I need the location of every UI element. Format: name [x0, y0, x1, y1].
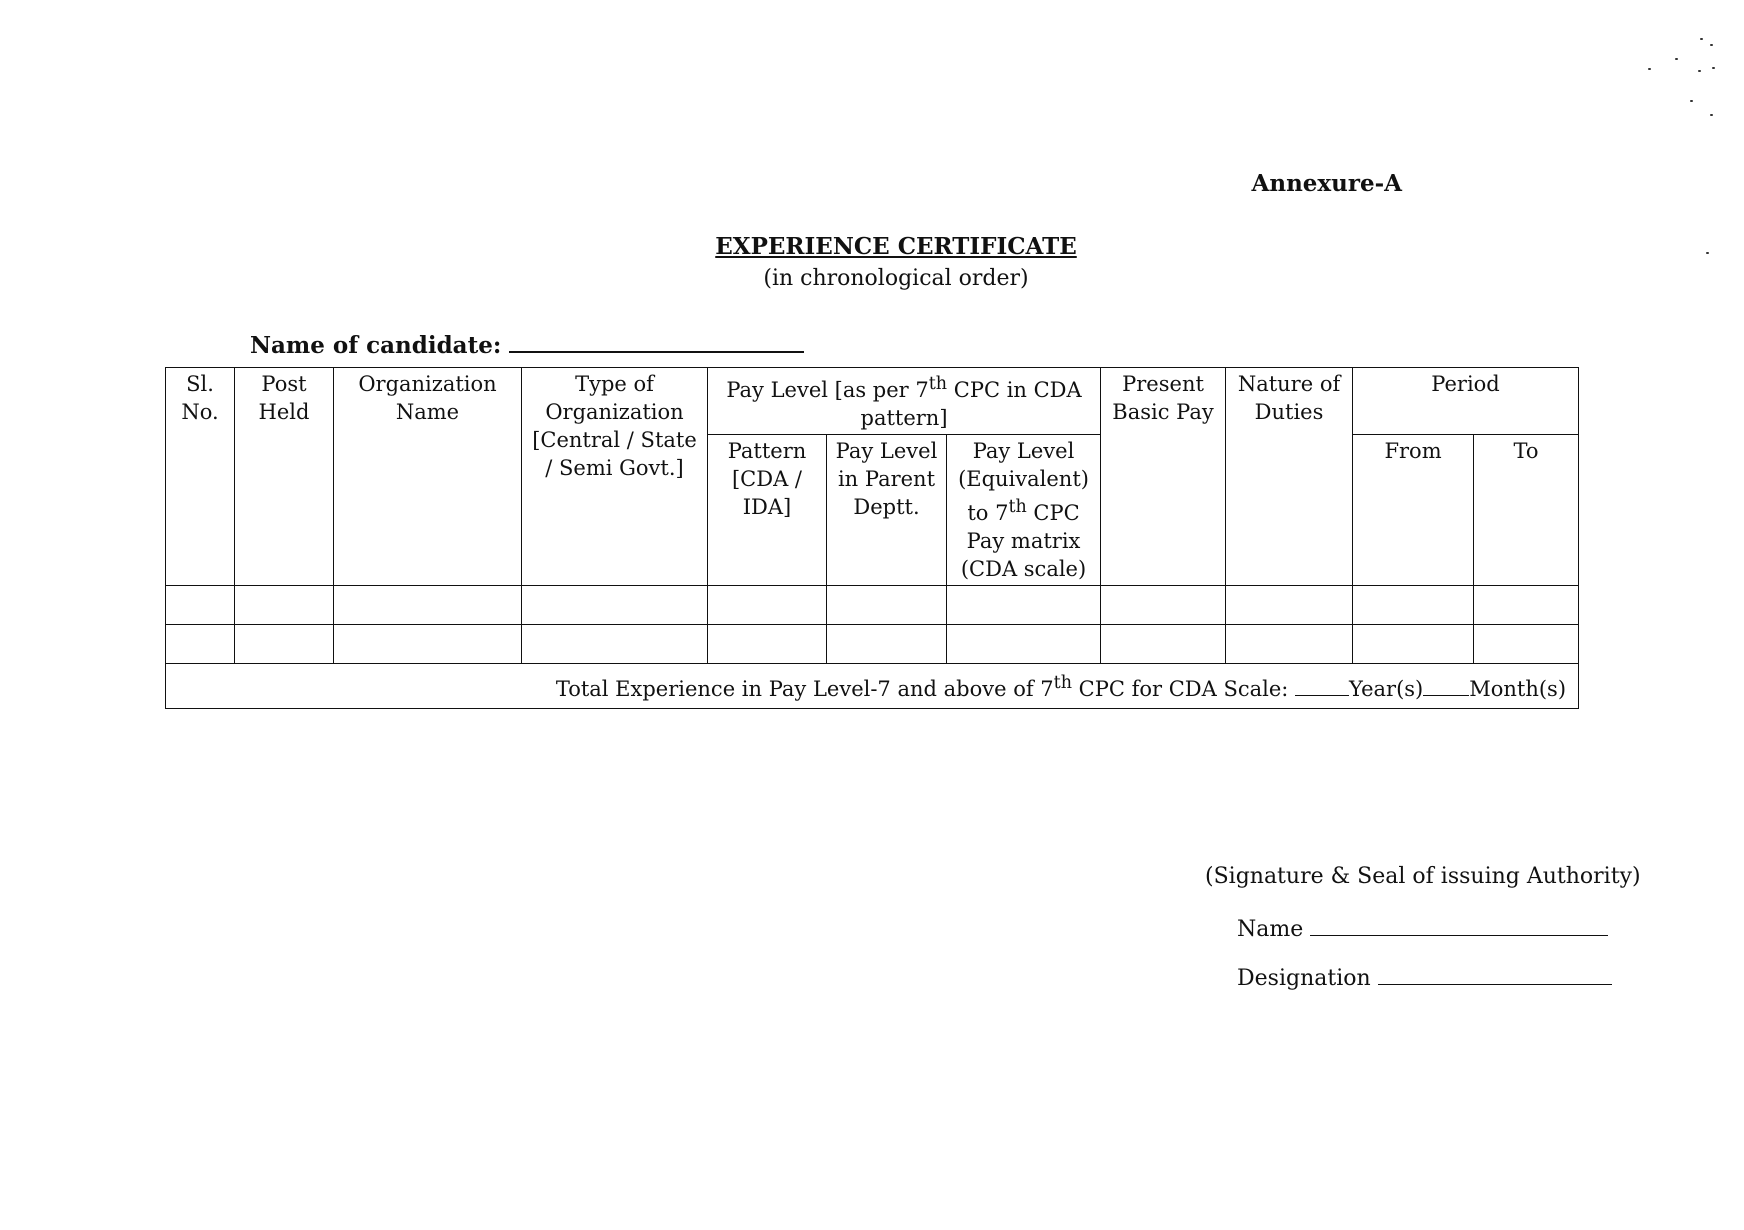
pay-level-sup: th: [928, 374, 948, 394]
signature-designation-field[interactable]: [1378, 964, 1612, 985]
table-cell[interactable]: [166, 625, 235, 664]
scan-speck: [1712, 67, 1715, 69]
table-cell[interactable]: [334, 625, 522, 664]
col-header-from: From: [1353, 435, 1474, 586]
col-header-pattern: Pattern [CDA / IDA]: [708, 435, 827, 586]
col-header-org-type: Type of Organization [Central / State / Semi Govt.]: [522, 368, 708, 586]
table-cell[interactable]: [235, 625, 334, 664]
table-cell[interactable]: [947, 586, 1101, 625]
table-cell[interactable]: [708, 586, 827, 625]
total-experience-row: [166, 664, 1579, 709]
equiv-text: Pay Level (Equivalent) to 7: [958, 439, 1089, 525]
table-row: [166, 586, 1579, 625]
months-blank[interactable]: [1423, 677, 1469, 696]
signature-name-label: Name: [1237, 917, 1304, 942]
scan-speck: [1700, 38, 1703, 40]
col-header-post-held: Post Held: [235, 368, 334, 586]
table-cell[interactable]: [1474, 586, 1579, 625]
months-label: Month(s): [1469, 677, 1567, 701]
table-cell[interactable]: [522, 625, 708, 664]
signature-seal-label: (Signature & Seal of issuing Authority): [1205, 864, 1641, 889]
table-cell[interactable]: [827, 625, 947, 664]
table-cell[interactable]: [708, 625, 827, 664]
pay-level-text: Pay Level [as per 7: [726, 378, 929, 402]
table-cell[interactable]: [522, 586, 708, 625]
table-cell[interactable]: [166, 586, 235, 625]
candidate-name-label: Name of candidate:: [250, 332, 502, 359]
table-cell[interactable]: [827, 586, 947, 625]
col-header-pay-level: [708, 368, 1101, 435]
signature-block: [1205, 864, 1641, 991]
col-header-duties: Nature of Duties: [1226, 368, 1353, 586]
candidate-name-field[interactable]: [509, 331, 804, 353]
col-header-org-name: Organization Name: [334, 368, 522, 586]
scan-speck: [1710, 114, 1713, 116]
table-cell[interactable]: [1226, 586, 1353, 625]
total-sup: th: [1053, 673, 1072, 693]
scan-speck: [1648, 68, 1651, 70]
col-header-parent-level: Pay Level in Parent Deptt.: [827, 435, 947, 586]
table-cell[interactable]: [1101, 625, 1226, 664]
signature-name-field[interactable]: [1310, 915, 1608, 936]
scan-speck: [1690, 100, 1693, 102]
years-blank[interactable]: [1295, 677, 1349, 696]
table-cell[interactable]: [235, 586, 334, 625]
table-cell[interactable]: [947, 625, 1101, 664]
equiv-sup: th: [1008, 497, 1027, 517]
scan-speck: [1675, 58, 1678, 60]
table-cell[interactable]: [1474, 625, 1579, 664]
signature-designation-row: [1205, 964, 1641, 991]
annexure-label: Annexure-A: [1251, 170, 1402, 197]
col-header-sl-no: Sl. No.: [166, 368, 235, 586]
pay-level-text-end: CPC in CDA pattern]: [860, 378, 1082, 430]
scan-speck: [1698, 70, 1701, 72]
table-cell[interactable]: [1101, 586, 1226, 625]
table-row: [166, 625, 1579, 664]
total-experience-cell: [166, 664, 1579, 709]
experience-table: [165, 367, 1579, 709]
equiv-text-end: CPC Pay matrix (CDA scale): [960, 501, 1087, 581]
years-label: Year(s): [1349, 677, 1424, 701]
signature-name-row: [1205, 915, 1641, 942]
signature-designation-label: Designation: [1237, 966, 1371, 991]
table-cell[interactable]: [1226, 625, 1353, 664]
table-cell[interactable]: [1353, 625, 1474, 664]
page-title: EXPERIENCE CERTIFICATE: [715, 233, 1077, 260]
table-cell[interactable]: [334, 586, 522, 625]
total-text-mid: CPC for CDA Scale:: [1071, 677, 1296, 701]
col-header-to: To: [1474, 435, 1579, 586]
candidate-name-row: [250, 331, 804, 359]
page-subtitle: (in chronological order): [763, 266, 1029, 291]
total-text: Total Experience in Pay Level-7 and above of 7: [555, 677, 1054, 701]
table-cell[interactable]: [1353, 586, 1474, 625]
scan-speck: [1710, 44, 1713, 46]
col-header-period: Period: [1353, 368, 1579, 435]
col-header-basic-pay: Present Basic Pay: [1101, 368, 1226, 586]
col-header-equiv-level: [947, 435, 1101, 586]
